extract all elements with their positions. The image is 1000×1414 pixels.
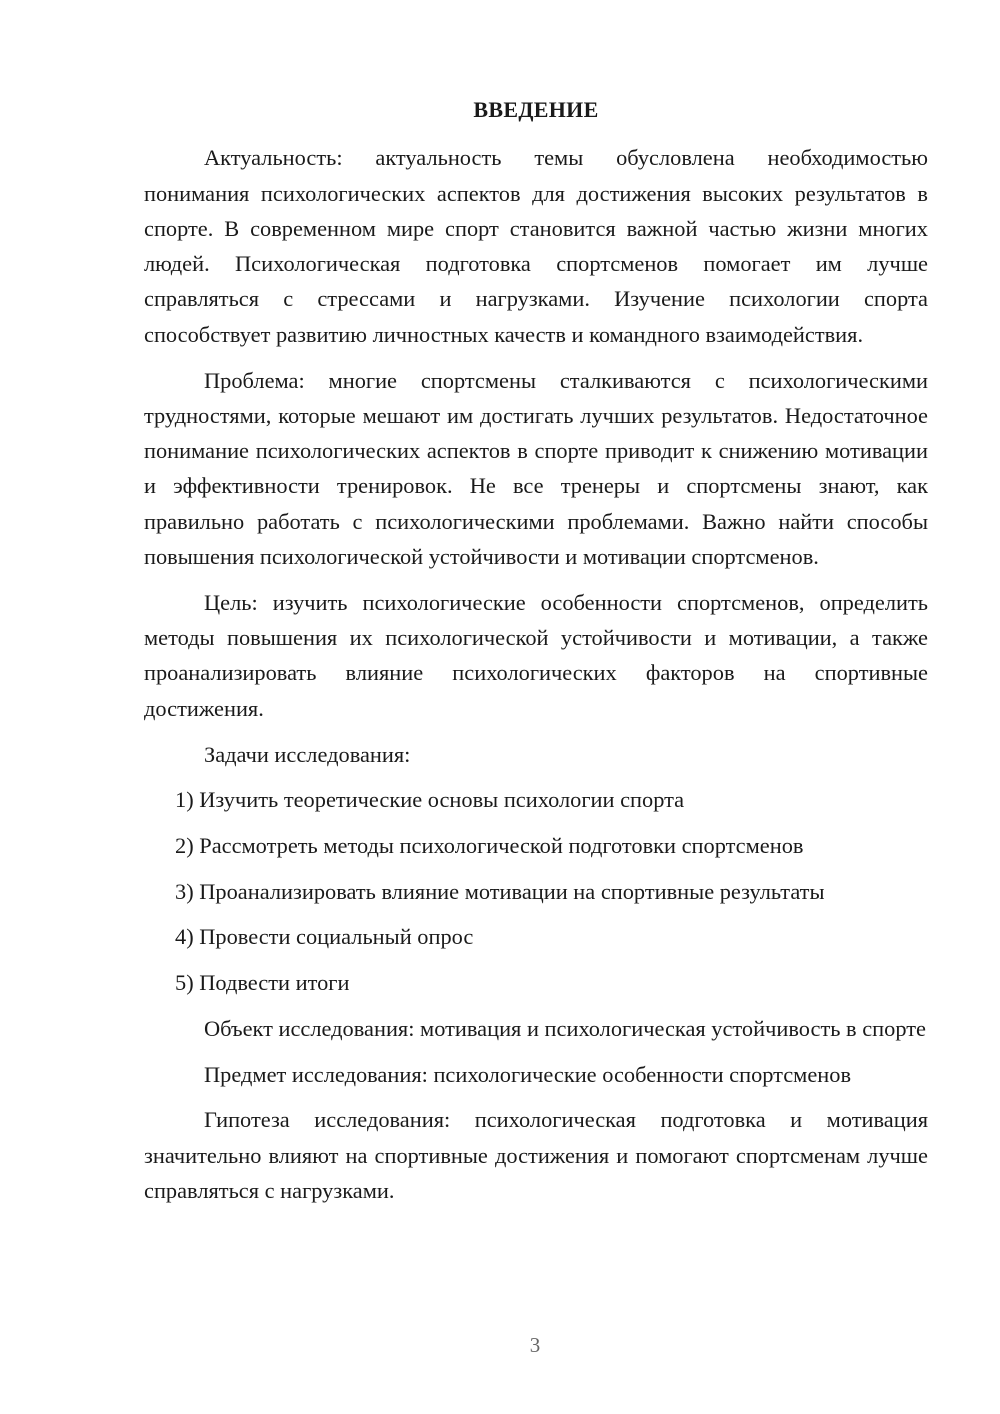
goal-paragraph: Цель: изучить психологические особенности спортсменов, определить методы повышения их психологической устойчивости и мотивации, а также проанализировать влияние психологических факторов на спортивные достижения. — [144, 589, 928, 721]
object-paragraph: Объект исследования: мотивация и психологическая устойчивость в спорте — [204, 1015, 926, 1041]
page-number: 3 — [529, 1333, 541, 1357]
list-item: 4) Провести социальный опрос — [175, 924, 474, 950]
task-list — [144, 782, 928, 1000]
list-item: 3) Проанализировать влияние мотивации на спортивные результаты — [175, 878, 825, 904]
list-item: 5) Подвести итоги — [175, 970, 350, 996]
problem-paragraph: Проблема: многие спортсмены сталкиваются с психологическими трудностями, которые мешают им достигать лучших результатов. Недостаточное понимание психологических аспектов в спорте приводит к снижению мотивации и эффективности тренировок. Не все тренеры и спортсмены знают, как правильно работать с психологическими проблемами. Важно найти способы повышения психологической устойчивости и мотивации спортсменов. — [144, 367, 928, 570]
list-item: 1) Изучить теоретические основы психологии спорта — [175, 787, 685, 813]
hypothesis-paragraph: Гипотеза исследования: психологическая подготовка и мотивация значительно влияют на спортивные достижения и помогают спортсменам лучше справляться с нагрузками. — [144, 1107, 928, 1203]
page-title: ВВЕДЕНИЕ — [473, 97, 599, 122]
list-item: 2) Рассмотреть методы психологической подготовки спортсменов — [175, 833, 804, 859]
subject-paragraph: Предмет исследования: психологические особенности спортсменов — [204, 1061, 852, 1087]
relevance-paragraph: Актуальность: актуальность темы обусловлена необходимостью понимания психологических аспектов для достижения высоких результатов в спорте. В современном мире спорт становится важной частью жизни многих людей. Психологическая подготовка спортсменов помогает им лучше справляться с стрессами и нагрузками. Изучение психологии спорта способствует развитию личностных качеств и командного взаимодействия. — [144, 145, 928, 347]
document-page — [144, 92, 928, 1219]
tasks-heading: Задачи исследования: — [204, 741, 411, 767]
